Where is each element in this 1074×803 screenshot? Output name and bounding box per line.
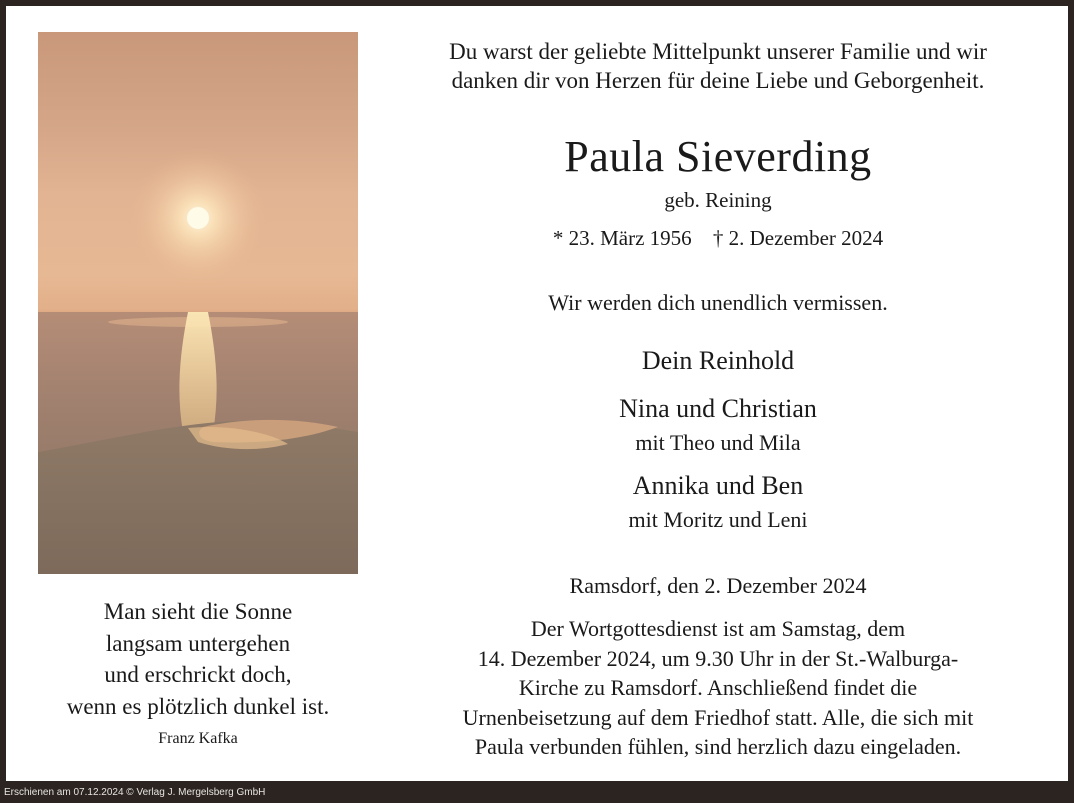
poem-line: langsam untergehen xyxy=(105,630,291,656)
poem-line: und erschrickt doch, xyxy=(104,662,292,687)
birth-date: * 23. März 1956 xyxy=(552,226,692,250)
intro-line: danken dir von Herzen für deine Liebe und Geborgenheit. xyxy=(451,68,985,93)
family-group-sub: mit Theo und Mila xyxy=(635,430,801,455)
poem-column xyxy=(38,596,358,748)
family-partner: Dein Reinhold xyxy=(641,346,795,375)
service-line: Urnenbeisetzung auf dem Friedhof statt. Alle, die sich mit xyxy=(462,704,974,730)
obituary-card xyxy=(6,6,1068,781)
sunset-photo xyxy=(38,32,358,574)
poem-author: Franz Kafka xyxy=(158,730,238,747)
family-group-main: Nina und Christian xyxy=(619,394,817,423)
sunset-illustration xyxy=(38,32,358,574)
service-line: Kirche zu Ramsdorf. Anschließend findet die xyxy=(518,675,918,700)
service-info xyxy=(406,614,1030,762)
intro-line: Du warst der geliebte Mittelpunkt unserer Familie und wir xyxy=(449,39,987,64)
poem-line: Man sieht die Sonne xyxy=(103,599,293,624)
life-dates xyxy=(406,226,1030,251)
poem-line: wenn es plötzlich dunkel ist. xyxy=(66,693,330,719)
family-group-main: Annika und Ben xyxy=(632,471,804,500)
deceased-name: Paula Sieverding xyxy=(564,132,872,181)
service-line: Paula verbunden fühlen, sind herzlich dazu eingeladen. xyxy=(474,734,962,759)
publication-footer: Erschienen am 07.12.2024 © Verlag J. Mergelsberg GmbH xyxy=(4,787,266,798)
death-date: † 2. Dezember 2024 xyxy=(712,226,884,250)
service-line: Der Wortgottesdienst ist am Samstag, dem xyxy=(530,616,906,641)
intro-text xyxy=(406,37,1030,95)
family-group-sub: mit Moritz und Leni xyxy=(628,507,808,532)
farewell-message: Wir werden dich unendlich vermissen. xyxy=(548,290,888,315)
birth-name: geb. Reining xyxy=(664,188,772,212)
place-date: Ramsdorf, den 2. Dezember 2024 xyxy=(569,573,867,598)
service-line: 14. Dezember 2024, um 9.30 Uhr in der St.-Walburga- xyxy=(477,645,959,671)
